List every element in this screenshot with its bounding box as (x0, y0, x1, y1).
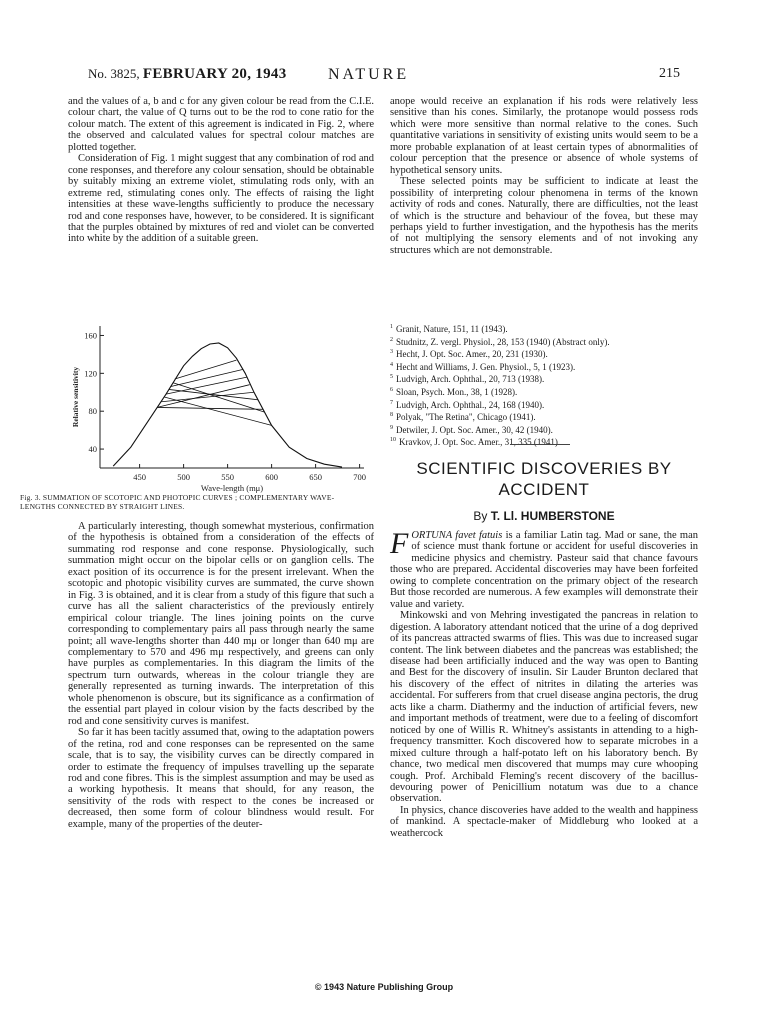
article-body (390, 527, 698, 839)
journal-title: NATURE (328, 66, 410, 83)
reference-item (390, 423, 698, 436)
reference-number: 7 (390, 399, 393, 406)
reference-item (390, 322, 698, 335)
article-title: SCIENTIFIC DISCOVERIES BY ACCIDENT (416, 459, 672, 499)
figure-caption (20, 493, 350, 511)
paragraph: A particularly interesting, though somewhat mysterious, confirmation of the hypothesis is obtained from a consideration of the effects of summating rod response and cone response. Physiologically, such summation might occur on the bipolar cells or on ganglion cells. The exact position of its occurrence is for the present irrelevant. When the scotopic and photopic visibility curves are summated, the curve shown in Fig. 3 is obtained, and it is clear from a study of this figure that such a curve has all the salient characteristics of the previously entirely empirical colour triangle. The lines joining points on the curve corresponding to complementary pairs all pass through nearly the same point; all wave-lengths shorter than 440 mμ or longer than 640 mμ are complementary to 570 and 496 mμ respectively, and greens can only have purples as complementaries. In this diagram the limits of the spectrum turn outwards, whereas in the colour triangle they are generally represented as turning inwards. The interpretation of this whole phenomenon is obscure, but its significance as a confirmation of the essential part played in colour vision by the facts described by the rod and cone sensitivity curves is manifest. (68, 521, 374, 727)
author-name: T. Ll. HUMBERSTONE (490, 509, 615, 523)
figure-3-chart (68, 318, 374, 494)
x-tick-label: 500 (177, 472, 190, 482)
paragraph: Minkowski and von Mehring investigated the pancreas in relation to digestion. A laboratory attendant noticed that the urine of a dog deprived of its pancreas attracted swarms of flies. This was due to increased sugar content. The link between diabetes and the pancreas was established; the disease had been artificially induced and the way was open to Banting and Best for the discovery of insulin. Sir Lauder Brunton declared that his discovery of the effect of nitrites in dilating the arteries was accidental. For sufferers from that cruel disease angina pectoris, the drug acts like a charm. Diathermy and the induction of artificial fevers, new and important methods of treatment, were due to a feeling of discomfort noticed by one of Willis R. Whitney's assistants in attending to a high-frequency transmitter. Koch discovered how to separate microbes in a mixed culture through a half-potato left on his laboratory bench. By chance, two medical men discovered that mumps may cure whooping cough. Prof. Archibald Fleming's recent discovery of the bacillus-devouring power of Penicillium notatum was due to a chance observation. (390, 610, 698, 805)
figure-caption-text: SUMMATION OF SCOTOPIC AND PHOTOPIC CURVES ; COMPLEMENTARY WAVE-LENGTHS CONNECTED BY STRAIGHT LINES. (20, 493, 335, 511)
reference-item (390, 335, 698, 348)
reference-item (390, 347, 698, 360)
first-paragraph-text: is a familiar Latin tag. Mad or sane, the man of science must thank fortune or accident for useful discoveries in medicine physics and chemistry. Pasteur said that chance favours those who are prepared. Accidental discoveries may have been forfeited owing to complete concentration on the primary object of the research But those recorded are numerous. A few examples will demonstrate their value and variety. (390, 530, 698, 610)
x-tick-label: 700 (353, 472, 366, 482)
issue-number: No. 3825, (88, 66, 140, 81)
complementary-line (170, 370, 242, 387)
reference-number: 8 (390, 412, 393, 419)
reference-item (390, 385, 698, 398)
x-axis-label: Wave-length (mμ) (200, 483, 264, 493)
x-tick-label: 550 (221, 472, 234, 482)
article-byline (390, 509, 698, 523)
reference-number: 6 (390, 386, 393, 393)
article-first-paragraph (390, 527, 698, 610)
sensitivity-curve (113, 343, 342, 467)
y-tick-label: 120 (84, 368, 97, 379)
chart-svg (68, 318, 374, 494)
paragraph: So far it has been tacitly assumed that, owing to the adaptation powers of the retina, rod and cone responses can be represented on the same scale, that is to say, the visibility curves can be directly compared in order to estimate the frequency of impulses travelling up the separate rod and cone fibres. This is the simplest assumption and may be used as a working hypothesis. It means that should, for any reason, the sensitivity of the rods with respect to the cones be increased or decreased, then some form of colour blindness would result. For example, many of the properties of the deuter- (68, 727, 374, 830)
issue-date: FEBRUARY 20, 1943 (142, 66, 287, 82)
reference-number: 2 (390, 336, 393, 343)
page-number: 215 (659, 66, 680, 81)
x-tick-label: 650 (309, 472, 322, 482)
y-tick-label: 160 (84, 330, 97, 341)
x-tick-label: 600 (265, 472, 278, 482)
reference-text: Hecht and Williams, J. Gen. Physiol., 5, 1 (1923). (396, 361, 576, 372)
reference-text: Studnitz, Z. vergl. Physiol., 28, 153 (1940) (Abstract only). (396, 336, 610, 347)
reference-item (390, 410, 698, 423)
paragraph: These selected points may be sufficient to indicate at least the possibility of interpreting colour phenomena in terms of the known activity of rods and cones. Naturally, there are difficulties, not the least of which is the structure and behaviour of the fovea, but these may perhaps yield to further investigation, and the hypothesis has the merits of not multiplying the sensory elements and of not invoking any structures which are not demonstrable. (390, 176, 698, 256)
left-column-bottom (68, 521, 374, 830)
left-column-top (68, 96, 374, 245)
reference-number: 10 (390, 437, 396, 444)
complementary-line (157, 385, 249, 408)
drop-cap: F (390, 527, 409, 560)
reference-number: 3 (390, 349, 393, 356)
reference-item (390, 372, 698, 385)
paragraph: and the values of a, b and c for any given colour be read from the C.I.E. colour chart, the value of Q turns out to be the rod to cone ratio for the colour match. The extent of this agreement is indicated in Fig. 2, where the observed and calculated values for spectral colour matches are plotted together. (68, 96, 374, 153)
references-list (390, 322, 698, 448)
reference-text: Detwiler, J. Opt. Soc. Amer., 30, 42 (1940). (396, 424, 553, 435)
reference-item (390, 435, 698, 448)
complementary-line (164, 397, 271, 425)
issue-and-date (88, 66, 287, 83)
y-axis-label: Relative sensitivity (71, 366, 80, 428)
reference-text: Granit, Nature, 151, 11 (1943). (396, 324, 508, 334)
reference-item (390, 360, 698, 373)
right-column-top (390, 96, 698, 256)
figure-label: Fig. 3. (20, 493, 41, 502)
reference-number: 5 (390, 374, 393, 381)
reference-number: 1 (390, 324, 393, 330)
running-header (88, 66, 680, 86)
paragraph: anope would receive an explanation if his rods were relatively less sensitive than his cones. Similarly, the protanope would possess rods which were more sensitive than normal relative to the cones. Such quantitative variations in sensitivity of existing units would seem to be a more probable explanation of at least certain types of abnormalities of colour perception that the presence or absence of whole systems of hypothetical sensory units. (390, 96, 698, 176)
reference-text: Hecht, J. Opt. Soc. Amer., 20, 231 (1930). (396, 349, 548, 360)
lead-italic: ORTUNA favet fatuis (411, 530, 503, 541)
reference-text: Kravkov, J. Opt. Soc. Amer., 31, 335 (1941). (399, 437, 561, 448)
reference-item (390, 398, 698, 411)
reference-text: Polyak, "The Retina", Chicago (1941). (396, 412, 536, 423)
reference-number: 4 (390, 361, 393, 368)
paragraph: In physics, chance discoveries have added to the wealth and happiness of mankind. A spectacle-maker of Middleburg who looked at a weathercock (390, 804, 698, 839)
reference-text: Ludvigh, Arch. Ophthal., 20, 713 (1938). (396, 374, 545, 385)
paragraph: Consideration of Fig. 1 might suggest that any combination of rod and cone responses, and therefore any colour sensation, should be obtainable by suitably mixing an extreme violet, stimulating rods only, with an extreme red, stimulating cones only. The effects of raising the light intensities at these wave-lengths sufficiently to produce the necessary rod and cone responses have, however, to be considered. It is significant that the purples obtained by mixtures of red and violet can be converted into white by the addition of a suitable green. (68, 153, 374, 245)
reference-text: Ludvigh, Arch. Ophthal., 24, 168 (1940). (396, 399, 545, 410)
y-tick-label: 80 (88, 406, 97, 417)
y-tick-label: 40 (88, 444, 97, 455)
reference-text: Sloan, Psych. Mon., 38, 1 (1928). (396, 386, 518, 397)
x-tick-label: 450 (133, 472, 146, 482)
section-divider (510, 444, 570, 445)
byline-prefix: By (473, 509, 488, 523)
reference-number: 9 (390, 424, 393, 431)
complementary-line (175, 360, 237, 379)
complementary-line (166, 377, 247, 394)
copyright-footer: © 1943 Nature Publishing Group (314, 982, 454, 992)
complementary-line (169, 389, 259, 399)
